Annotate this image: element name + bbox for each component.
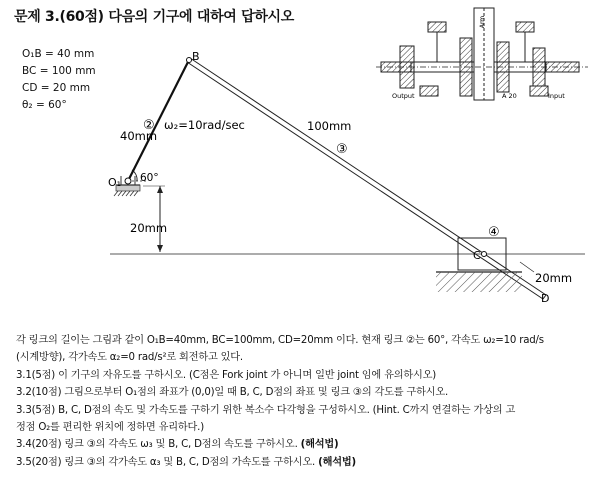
label-60deg: 60°: [140, 172, 159, 184]
question-3-3-line-1: 3.3(5점) B, C, D점의 속도 및 가속도를 구하기 위한 복소수 다각형을 구성하시오. (Hint. C까지 연결하는 가상의 고: [16, 404, 516, 416]
joint-c: [482, 252, 487, 257]
question-3-3-line-2: 정점 O₂를 편리한 위치에 정하면 유리하다.): [16, 422, 204, 434]
fork-arm-label: Arm: [479, 15, 486, 29]
fork-input-label: Input: [548, 92, 565, 100]
question-3-1: 3.1(5점) 이 기구의 자유도를 구하시오. (C점은 Fork joint 가 아니며 일반 joint 임에 유의하시오): [16, 369, 437, 381]
dimension-20mm-vertical: [143, 186, 165, 252]
fork-output-label: Output: [392, 92, 415, 100]
fork-a20-label: A 20: [502, 92, 517, 100]
question-3-5: [16, 454, 594, 471]
joint-b: [187, 58, 192, 63]
question-3-2: 3.2(10점) 그림으로부터 O₁점의 좌표가 (0,0)일 때 B, C, D점의 좌표 및 링크 ③의 각도를 구하시오.: [16, 387, 449, 399]
label-omega2: ω₂=10rad/sec: [164, 118, 245, 132]
given-o1b: O₁B = 40 mm: [22, 48, 95, 60]
question-3-4-text: 3.4(20점) 링크 ③의 각속도 ω₃ 및 B, C, D점의 속도를 구하시오.: [16, 439, 298, 451]
question-3-5-text: 3.5(20점) 링크 ③의 각가속도 α₃ 및 B, C, D점의 가속도를 구하시오.: [16, 456, 316, 468]
label-d: D: [541, 292, 550, 305]
problem-body: [16, 332, 594, 471]
joint-o1: [125, 178, 131, 184]
label-100mm: 100mm: [307, 119, 352, 133]
method-label-3-4: (해석법): [300, 439, 339, 451]
label-40mm: 40mm: [120, 129, 158, 143]
intro-line-1: 각 링크의 길이는 그림과 같이 O₁B=40mm, BC=100mm, CD=20mm 이다. 현재 링크 ②는 60°, 각속도 ω₂=10 rad/s: [16, 335, 544, 346]
question-3-4: [16, 436, 594, 453]
label-link-4: ④: [488, 225, 500, 240]
method-label-3-5: (해석법): [318, 456, 356, 468]
given-theta2: θ₂ = 60°: [22, 99, 67, 111]
ground-slider: [436, 272, 522, 292]
given-bc: BC = 100 mm: [22, 65, 96, 77]
fork-joint-diagram: [376, 8, 588, 100]
given-cd: CD = 20 mm: [22, 82, 91, 94]
label-link-2: ②: [143, 118, 155, 133]
label-link-3: ③: [336, 142, 348, 157]
problem-title: 문제 3.(60점) 다음의 기구에 대하여 답하시오: [14, 9, 294, 25]
label-o1: O₁: [108, 176, 122, 189]
label-20mm-right: 20mm: [535, 271, 573, 285]
label-20mm-left: 20mm: [130, 221, 168, 235]
label-b: B: [192, 50, 200, 63]
label-c: C: [473, 249, 481, 262]
dimension-20mm-right: [520, 262, 534, 272]
intro-line-2: (시계방향), 각가속도 α₂=0 rad/s²로 회전하고 있다.: [16, 352, 243, 364]
